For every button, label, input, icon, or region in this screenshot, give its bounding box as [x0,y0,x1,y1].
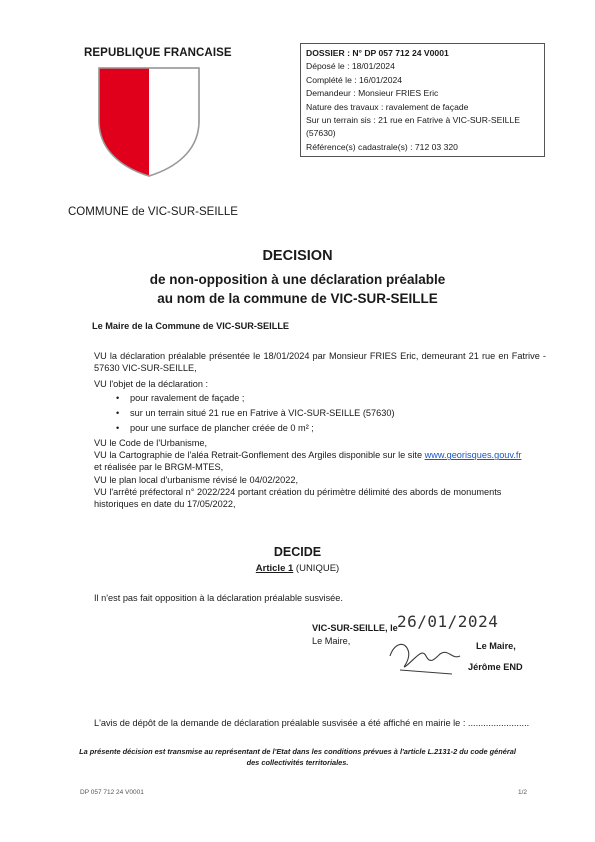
handwritten-signature [360,626,470,686]
decision-title: DECISION [262,248,333,264]
decision-text: Il n'est pas fait opposition à la déclaration préalable susvisée. [94,593,343,603]
dossier-number: DOSSIER : N° DP 057 712 24 V0001 [306,48,449,58]
objet-bullet-list [116,391,395,436]
dossier-site-line2: (57630) [306,128,336,139]
commune-coat-of-arms [97,66,201,178]
vu-plu: VU le plan local d'urbanisme révisé le 04/02/2022, [94,474,299,485]
vu-cartographie-source: et réalisée par le BRGM-MTES, [94,462,224,473]
vu-cartographie: VU la Cartographie de l'aléa Retrait-Gonflement des Argiles disponible sur le site www.georisques.gouv.fr [94,450,522,461]
dossier-info-box [300,43,545,157]
list-item: • sur un terrain situé 21 rue en Fatrive à VIC-SUR-SEILLE (57630) [130,406,395,421]
dossier-work-nature: Nature des travaux : ravalement de façade [306,101,469,112]
list-item: • pour une surface de plancher créée de 0 m² ; [130,421,395,436]
decision-subtitle-1: de non-opposition à une déclaration préalable [149,272,446,287]
decision-subtitle-2: au nom de la commune de VIC-SUR-SEILLE [157,291,438,306]
list-item: • pour ravalement de façade ; [130,391,395,406]
posting-notice: L'avis de dépôt de la demande de déclaration préalable susvisée a été affiché en mairie le : ........................ [94,718,530,728]
maire-intro: Le Maire de la Commune de VIC-SUR-SEILLE [92,321,290,331]
mayor-name: Jérôme END [468,662,523,672]
dossier-site-line1: Sur un terrain sis : 21 rue en Fatrive à VIC-SUR-SEILLE [306,115,520,126]
footer-reference: DP 057 712 24 V0001 [80,789,144,796]
signature-place: VIC-SUR-SEILLE, le [312,623,398,633]
bullet-icon: • [116,423,120,433]
dossier-filed-date: Déposé le : 18/01/2024 [306,61,395,72]
page-number: 1/2 [518,789,528,796]
vu-code-urbanisme: VU le Code de l'Urbanisme, [94,438,208,448]
republic-heading: REPUBLIQUE FRANCAISE [84,47,232,59]
handwritten-date: 26/01/2024 [397,612,499,631]
signatory-title: Le Maire, [476,641,516,651]
bullet-icon: • [116,408,120,418]
signature-le-maire: Le Maire, [312,636,351,646]
transmission-note [70,746,525,768]
georisques-link[interactable]: www.georisques.gouv.fr [424,450,522,461]
visas-block [94,437,546,510]
article-suffix: (UNIQUE) [293,563,340,574]
dossier-cadastral-ref: Référence(s) cadastrale(s) : 712 03 320 [306,141,458,152]
article-heading [0,563,595,574]
vu-arrete: VU l'arrêté préfectoral n° 2022/224 portant création du périmètre délimité des abords de monuments historiques en date du 17/05/2022, [94,486,502,510]
transmission-line-1: La présente décision est transmise au représentant de l'Etat dans les conditions prévues à l'article L.2131-2 du code général [79,747,516,756]
dossier-completed-date: Complété le : 16/01/2024 [306,74,403,85]
article-label: Article 1 [255,563,294,574]
transmission-line-2: des collectivités territoriales. [246,758,349,767]
decide-heading: DECIDE [273,545,322,559]
vu-declaration: VU la déclaration préalable présentée le 18/01/2024 par Monsieur FRIES Eric, demeurant 21 rue en Fatrive - 57630 VIC-SUR-SEILLE, [94,351,546,374]
dossier-applicant: Demandeur : Monsieur FRIES Eric [306,88,439,99]
bullet-icon: • [116,393,120,403]
vu-objet: VU l'objet de la déclaration : [94,379,209,389]
commune-name: COMMUNE de VIC-SUR-SEILLE [68,206,238,218]
